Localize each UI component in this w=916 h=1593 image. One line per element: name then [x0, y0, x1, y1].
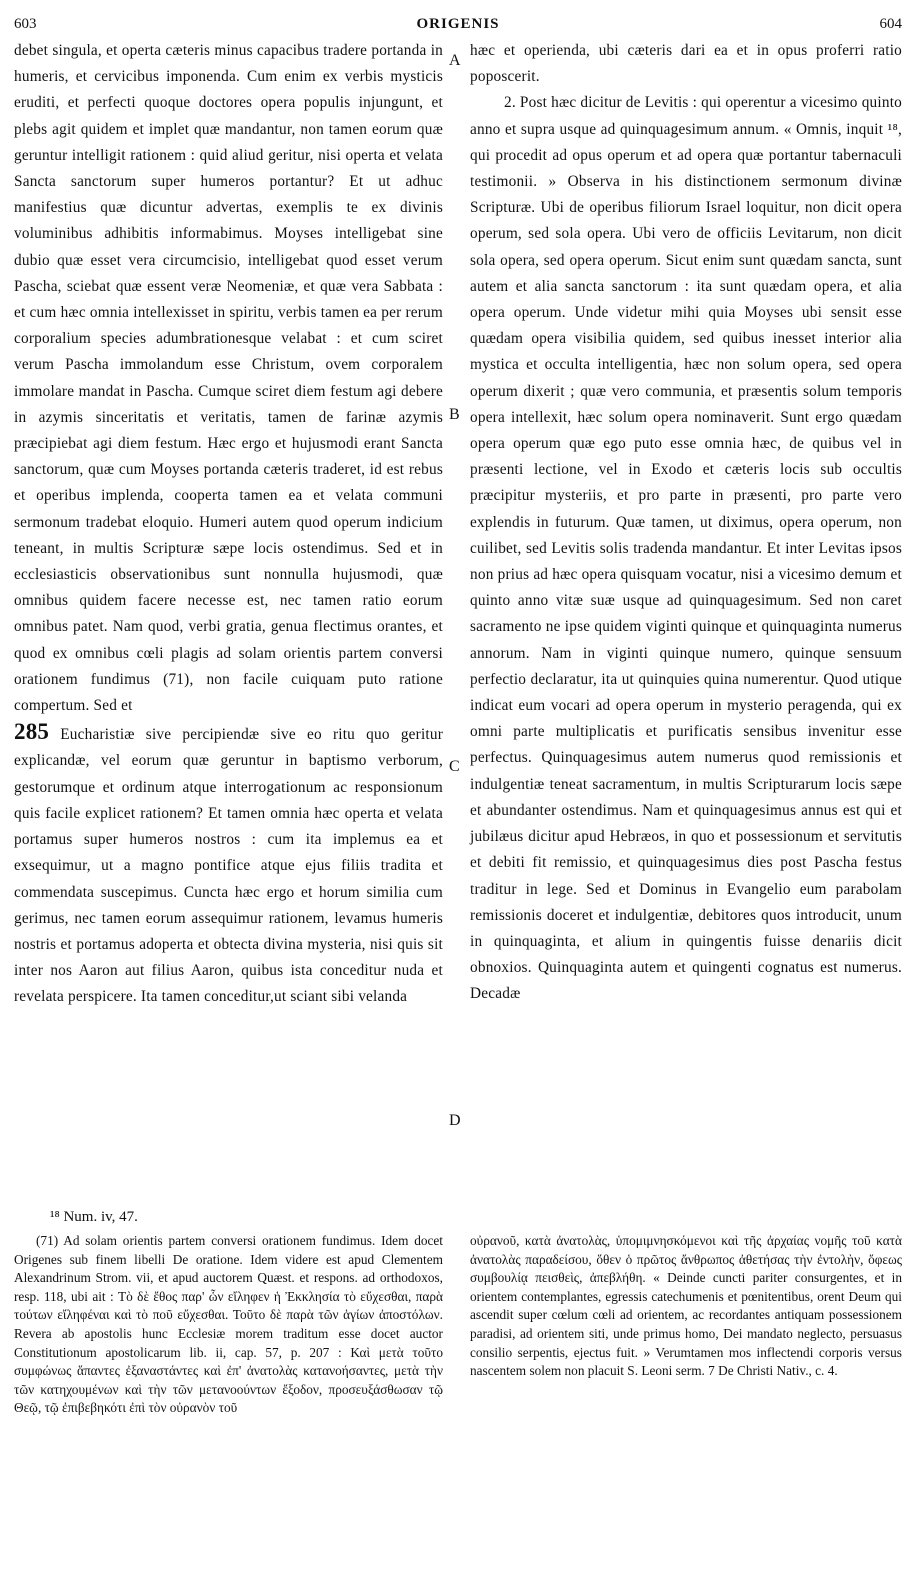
column-number-285: 285 — [14, 719, 50, 745]
note-71-continued: οὐρανοῦ, κατὰ ἀνατολὰς, ὑπομιμνησκόμενοι καὶ τῆς ἀρχαίας νομῆς τοῦ κατὰ ἀνατολὰς παραδείσου, ὅθεν ὁ πρῶτος ἄνθρωπος ἀθετήσας τὴν ἐντολὴν, ὄφεως συμβουλίᾳ πεισθεὶς, ἀπεβλήθη. « Deinde cuncti pariter consurgentes, et in orientem contemplantes, egressis catechumenis et pœnitentibus, orent Deum qui ascendit super cœlum cœli ad orientem, ac recordantes antiquam possessionem paradisi, ad orientem siti, unde primus homo, Dei mandato neglecto, persuasus consilio serpentis, ejectus fuit. » Verumtamen mos inflectendi corporis versus nascentem solem non placuit S. Leoni serm. 7 De Christi Nativ., c. 4. — [470, 1233, 902, 1379]
note-column-right — [470, 1232, 902, 1381]
note-column-left — [14, 1232, 443, 1418]
running-title: ORIGENIS — [416, 16, 500, 32]
left-paragraph-1: debet singula, et operta cæteris minus capacibus tradere portanda in humeris, et cervicibus imponenda. Cum enim ex verbis mysticis eruditi, et perfecti quoque doctores opera populis injungunt, et plebs agit quidem et implet quæ mandantur, non tamen eorum quæ geruntur intelligit rationem : quid aliud geritur, nisi operta et velata Sancta sanctorum super humeros portantur? Et ut adhuc manifestius quæ dicuntur advertas, exemplis te ex divinis voluminibus adhibitis informabimus. Moyses intelligebat sine dubio quæ esset vera circumcisio, intelligebat quod esset verum Pascha, sciebat quæ essent veræ Neomeniæ, et quæ vera Sabbata : et cum hæc omnia intellexisset in spiritu, verbis tamen ea per rerum corporalium species adumbrationesque velabat : et cum sciret verum Pascha immolandum esse Christum, ovem corporalem immolare mandat in Pascha. Cumque sciret diem festum agi debere in azymis sinceritatis et veritatis, tamen de farinæ azymis præcipiebat agi diem festum. Hæc ergo et hujusmodi erant Sancta sanctorum, quæ cum Moyses portanda cæteris traderet, id est rebus et operibus implenda, cooperta tamen ea et velata communi sermonum tradebat eloquio. Humeri autem quod operum indicium teneant, in multis Scripturæ sæpe locis ostendimus. Sed et in ecclesiasticis observationibus sunt nonnulla hujusmodi, quæ omnibus quidem facere necesse est, nec tamen ratio eorum omnibus patet. Nam quod, verbi gratia, genua flectimus orantes, et quod ex omnibus cœli plagis ad solam orientis partem conversi orationem fundimus (71), non facile cuiquam puto ratione compertum. Sed et — [14, 42, 443, 715]
margin-marker-b: B — [449, 406, 460, 423]
margin-marker-d: D — [449, 1112, 461, 1129]
page-number-right: 604 — [879, 16, 902, 32]
margin-marker-c: C — [449, 758, 460, 775]
footnote-reference: ¹⁸ Num. iv, 47. — [50, 1209, 138, 1225]
left-text-column — [14, 38, 443, 1011]
right-paragraph-2: 2. Post hæc dicitur de Levitis : qui operentur a vicesimo quinto anno et supra usque ad quinquagesimum annum. « Omnis, inquit ¹⁸, qui procedit ad opus operum et ad opera quæ portantur tabernaculi testimonii. » Observa in his distinctionem sermonum divinæ Scripturæ. Ubi de operibus filiorum Israel loquitur, non dicit opera operum, sed sola opera. Ubi vero de officiis Levitarum, non dicit sola opera, sed opera operum. Sicut enim sunt quædam sancta, sunt autem et alia sancta sanctorum : ita sunt quædam opera, et alia opera operum. Unde videtur mihi quia Moyses ubi sensit esse quædam opera visibilia quidem, sed quibus inesset interior alia mystica et occulta intelligentia, hæc non solum opera, sed opera operum dixerit ; quæ vero communia, et præsentis solum temporis opera intellexit, hæc solum opera nominaverit. Sunt ergo quædam opera operum quæ ego puto esse omnia hæc, de quibus vel in præsenti lectione, vel in Exodo et cæteris locis sub occultis præcipitur mysteriis, et pro parte in præsenti, pro parte vero explendis in futurum. Quæ tamen, ut diximus, opera operum, non cuilibet, sed Levitis solis tradenda mandantur. Et inter Levitas ipsos non prius ad hæc opera quisquam vocatur, nisi a vicesimo demum et quinto anno vitæ suæ usque ad quinquagesimum. Sed non caret sacramento ne ipse quidem viginti quinque et quinquaginta numerus annorum. Nam in viginti quinque numero, quinque sensuum perfectio declaratur, ita ut quinquies quina numerentur. Quod utique indicat eum vocari ad opera operum in mysterio peragenda, qui ex omni parte multiplicatis et purificatis sensibus invenitur esse perfectus. Quinquagesimus autem numerus quod remissionis et indulgentiæ teneat sacramentum, in multis Scripturarum locis sæpe et abundanter ostendimus. Nam et quinquagesimus annus est qui et jubilæus dicitur apud Hebræos, in quo et possessionum et servitutis et debiti fit remissio, et quinquagesimus dies post Pascha festus traditur in lege. Sed et Dominus in Evangelio eum parabolam remissionis doceret et indulgentiæ, debitores quos introducit, unum in quinquaginta, et alium in quingentis fuisse denariis dicit obnoxios. Quinquaginta autem et quingenti cognatus est numerus. Decadæ — [470, 94, 902, 1003]
running-header — [14, 16, 902, 38]
note-71: (71) Ad solam orientis partem conversi orationem fundimus. Idem docet Origenes sub finem libelli De oratione. Idem videre est apud Clementem Alexandrinum Strom. vii, et apud auctorem Quæst. et respons. ad orthodoxos, resp. 118, ubi ait : Τὸ δὲ ἔθος παρ' ὧν εἴληφεν ἡ Ἐκκλησία τὸ εὔχεσθαι, παρὰ τούτων εἴληφέναι καὶ τὸ ποῦ εὔχεσθαι. Τοῦτο δὲ παρὰ τῶν ἁγίων ἀποστόλων. Revera ab apostolis hunc Ecclesiæ morem traditum esse docet auctor Constitutionum apostolicarum lib. ii, cap. 57, p. 207 : Καὶ μετὰ τοῦτο συμφώνως ἅπαντες ἐξαναστάντες καὶ ἐπ' ἀνατολὰς κατανοήσαντες, μετὰ τὴν τῶν κατηχουμένων καὶ τὴν τῶν μετανοούντων ἔξοδον, προσευξάσθωσαν τῷ Θεῷ, τῷ ἐπιβεβηκότι ἐπὶ τὸν οὐρανὸν τοῦ — [14, 1233, 444, 1416]
left-paragraph-2 — [14, 719, 443, 1010]
left-paragraph-2-text: Eucharistiæ sive percipiendæ sive eo ritu quo geritur explicandæ, vel eorum quæ geruntur in baptismo verborum, gestorumque et ordinum atque interrogationum ac responsionum quis facile explicet rationem? Et tamen omnia hæc operta et velata portamus super humeros nostros : cum ita implemus ea et exsequimur, ut a magno pontifice atque ejus filiis tradita et commendata suscepimus. Cuncta hæc ergo et horum similia cum gerimus, nec tamen eorum assequimur rationem, levamus humeris nostris et portamus adoperta et obtecta divina mysteria, nisi quis sit inter nos Aaron aut filius Aaron, quibus ista conceditur nuda et revelata perspicere. Ita tamen conceditur,ut sciant sibi velanda — [14, 726, 444, 1006]
right-text-column — [470, 38, 902, 1008]
page-number-left: 603 — [14, 16, 37, 32]
margin-marker-a: A — [449, 52, 461, 69]
right-paragraph-1: hæc et operienda, ubi cæteris dari ea et in opus proferri ratio poposcerit. — [470, 42, 902, 86]
